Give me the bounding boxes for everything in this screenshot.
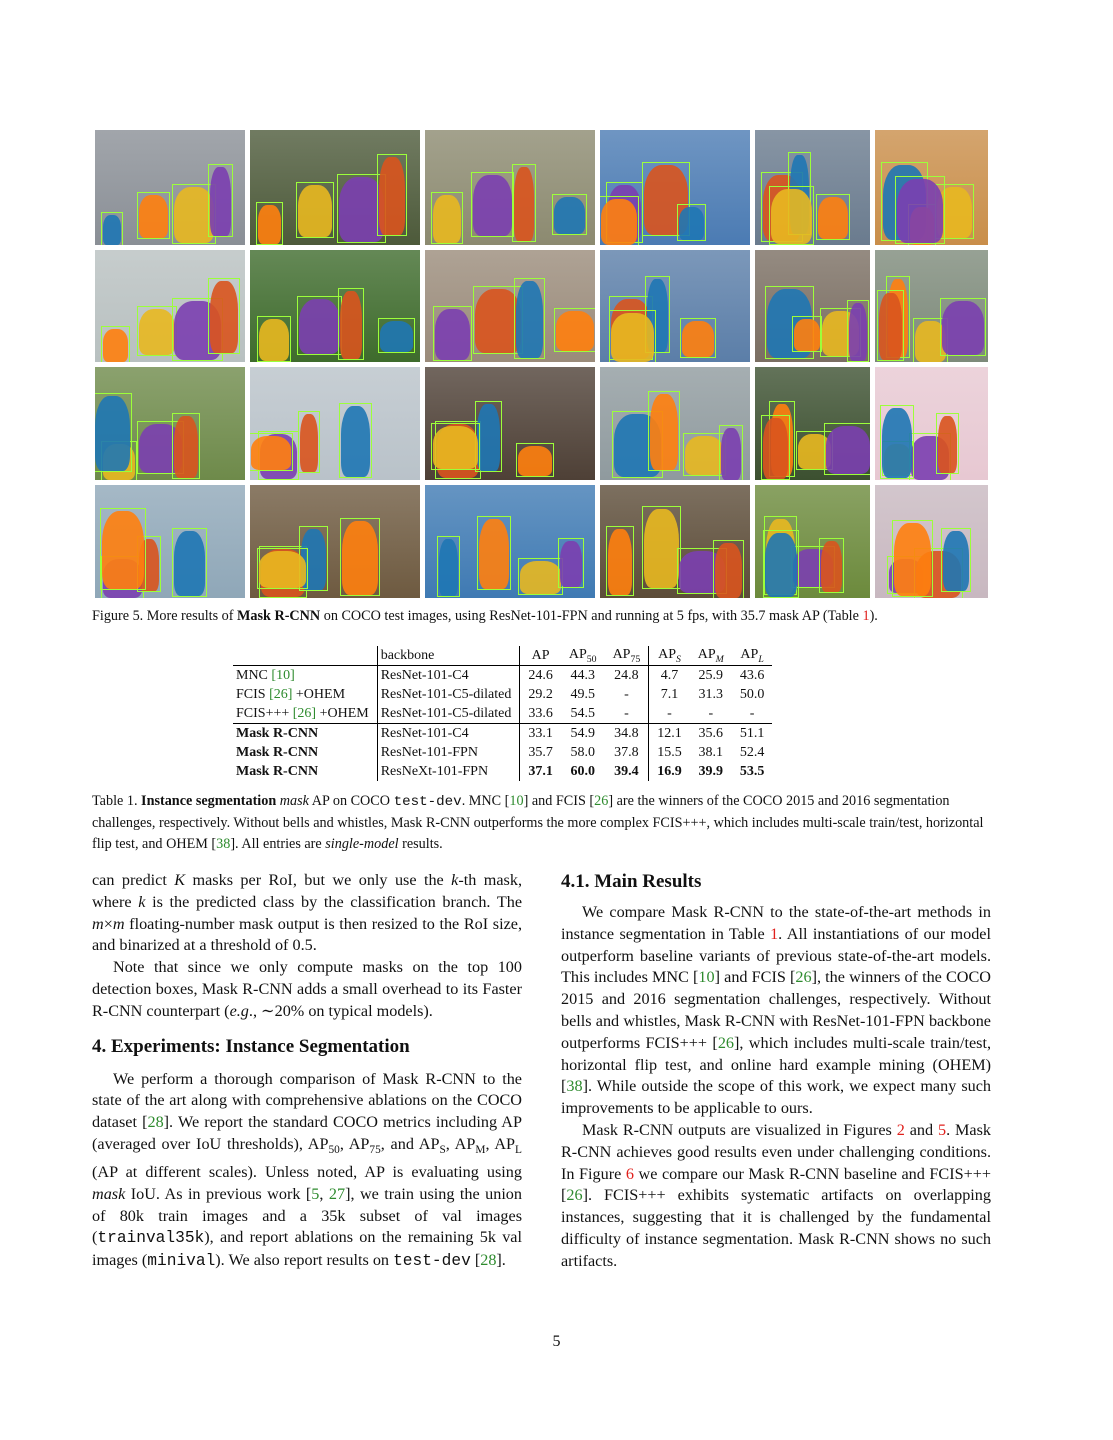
text-run: ], the winners of the COCO 2015 and 2016 segmentation challenges, respectively. Without bells and whistles, Mask R-CNN with ResNet-101-FPN backbone outperforms FCIS+++ [: [561, 968, 991, 1052]
value-cell: 52.4: [739, 744, 765, 760]
backbone-cell: ResNet-101-C4: [377, 724, 520, 744]
text-run: ]. While outside the scope of this work, we expect many such improvements to be applicable to ours.: [561, 1077, 991, 1118]
result-thumbnail: [95, 250, 245, 362]
bounding-box: [477, 516, 511, 590]
paragraph: [561, 1120, 991, 1273]
text-run: ×: [103, 914, 113, 933]
citation-link[interactable]: 5: [311, 1184, 320, 1203]
bounding-box: [297, 296, 342, 355]
value-cell: 43.6: [739, 667, 765, 683]
bounding-box: [137, 192, 170, 239]
bounding-box: [95, 393, 132, 472]
result-thumbnail: [95, 367, 245, 480]
result-thumbnail: [250, 367, 420, 480]
text-run: mask: [279, 793, 309, 809]
text-run: ].: [496, 1251, 506, 1270]
bounding-box: [208, 278, 240, 354]
text-run: We compare Mask R-CNN to the state-of-the-art methods in instance segmentation in Table: [561, 903, 991, 943]
value-cell: 37.8: [614, 744, 639, 760]
bounding-box: [256, 202, 283, 245]
text-run: m: [92, 914, 104, 933]
header-subscript: M: [715, 653, 724, 665]
text-run: We perform a thorough comparison of Mask R-CNN to the state of the art along with comprehensive ablations on the COCO dataset [: [92, 1069, 522, 1132]
bounding-box: [340, 518, 380, 596]
backbone-cell: ResNet-101-C5-dilated: [377, 704, 520, 724]
reference-link[interactable]: 1: [770, 924, 779, 943]
bounding-box: [431, 192, 463, 244]
text-run: test-dev: [393, 794, 462, 810]
citation-link[interactable]: 10: [698, 968, 715, 987]
text-run: k: [451, 871, 459, 889]
text-run: ] and FCIS [: [523, 793, 595, 809]
text-run: m: [112, 914, 125, 933]
result-thumbnail: [250, 250, 420, 362]
method-name: Mask R-CNN: [236, 725, 319, 741]
text-run: ,: [319, 1184, 329, 1203]
value-cell: 7.1: [649, 685, 690, 704]
column-header: [649, 646, 690, 666]
text-run: ] are the winners of the COCO 2015 and 2016 segmentation challenges, respectively. Without bells and whistles, Mask R-CNN outperforms the more complex FCIS+++, which includes multi-scale train/test, horizontal flip test, and OHEM [: [92, 793, 984, 852]
result-thumbnail: [755, 367, 870, 480]
citation-link[interactable]: 26: [795, 968, 812, 987]
bounding-box: [824, 423, 870, 475]
paragraph: [561, 902, 991, 1120]
left-column: [92, 870, 522, 1273]
text-run: can predict: [92, 871, 175, 889]
result-thumbnail: [250, 485, 420, 598]
column-header: [561, 646, 605, 666]
result-thumbnail: [95, 485, 245, 598]
results-table: [233, 646, 772, 781]
value-cell: 54.9: [561, 724, 605, 744]
value-cell: -: [708, 705, 714, 721]
text-run: , AP: [339, 1134, 370, 1153]
value-cell: -: [624, 686, 629, 702]
subscript: M: [475, 1144, 486, 1157]
section-heading: [561, 870, 991, 894]
bounding-box: [892, 520, 933, 597]
header-label: AP: [658, 646, 677, 662]
paragraph: [92, 957, 522, 1022]
column-header: [520, 646, 561, 666]
header-label: AP: [612, 646, 631, 662]
text-run: ]. We report the standard COCO metrics including AP (averaged over IoU thresholds), AP: [92, 1113, 522, 1153]
backbone-cell: ResNet-101-C5-dilated: [377, 685, 520, 704]
text-run: floating-number mask output is then resized to the RoI size, and binarized at a threshold of 0.5.: [92, 914, 522, 955]
value-cell: 16.9: [649, 762, 690, 781]
text-run: trainval35k: [97, 1229, 205, 1248]
text-run: 4. Experiments: Instance Segmentation: [92, 1035, 410, 1057]
text-run: we compare our Mask R-CNN baseline and FCIS+++ [: [561, 1164, 991, 1205]
value-cell: 54.5: [570, 705, 595, 721]
text-run: . MNC [: [461, 793, 510, 809]
bounding-box: [719, 425, 743, 480]
result-thumbnail: [755, 250, 870, 362]
text-run: ], we train using the union of 80k train images and a 35k subset of val images (: [92, 1184, 522, 1247]
result-thumbnail: [250, 130, 420, 245]
header-label: AP: [531, 647, 550, 663]
bounding-box: [431, 423, 480, 470]
citation-link[interactable]: 28: [147, 1113, 164, 1132]
bounding-box: [816, 194, 850, 240]
value-cell: 58.0: [570, 744, 595, 760]
backbone-cell: ResNet-101-C4: [377, 666, 520, 686]
bounding-box: [257, 548, 308, 589]
text-run: . All instantiations of our model outperform baseline variants of previous state-of-the-art models. This includes MNC [: [561, 924, 991, 987]
value-cell: 24.6: [520, 666, 561, 686]
text-run: , and AP: [380, 1134, 440, 1153]
text-run: k: [138, 892, 146, 911]
result-thumbnail: [600, 250, 750, 362]
result-thumbnail: [755, 485, 870, 598]
bounding-box: [172, 528, 207, 597]
right-column: [561, 870, 991, 1273]
bounding-box: [847, 300, 869, 362]
citation-link[interactable]: [10]: [271, 667, 295, 683]
figure-5-image-grid: [95, 130, 988, 598]
bounding-box: [514, 278, 545, 359]
text-run: (AP at different scales). Unless noted, AP is evaluating using: [92, 1163, 522, 1181]
method-name: Mask R-CNN: [236, 763, 319, 779]
bounding-box: [940, 298, 986, 356]
bounding-box: [250, 433, 293, 471]
result-thumbnail: [425, 367, 595, 480]
method-cell: [233, 724, 377, 744]
bounding-box: [101, 212, 123, 245]
value-cell: 12.1: [649, 724, 690, 744]
value-cell: 25.9: [698, 667, 724, 683]
result-thumbnail: [600, 130, 750, 245]
bounding-box: [558, 538, 584, 588]
table-row: [233, 685, 772, 704]
table-row: [233, 762, 772, 781]
value-cell: -: [749, 705, 755, 721]
text-run: Figure 5. More results of: [92, 608, 238, 624]
reference-link[interactable]: 1: [862, 608, 870, 624]
subscript: L: [515, 1144, 522, 1157]
bounding-box: [936, 413, 959, 474]
bounding-box: [298, 411, 320, 473]
column-header: [732, 646, 773, 666]
header-label: AP: [740, 646, 759, 662]
bounding-box: [680, 318, 716, 358]
bounding-box: [761, 415, 790, 480]
text-run: masks per RoI, but we only use the: [185, 871, 452, 889]
header-label: AP: [568, 646, 587, 662]
value-cell: 34.8: [605, 724, 649, 744]
method-cell: [233, 704, 377, 724]
paragraph: [92, 1069, 522, 1273]
value-cell: 35.7: [520, 743, 561, 762]
bounding-box: [606, 526, 634, 596]
header-subscript: 75: [630, 653, 641, 665]
value-cell: 33.1: [520, 724, 561, 744]
text-run: and: [904, 1120, 938, 1139]
method-cell: [233, 762, 377, 781]
bounding-box: [100, 508, 146, 590]
bounding-box: [819, 538, 844, 593]
text-run: ., ∼20% on typical models).: [248, 1001, 433, 1020]
value-cell: 38.1: [698, 744, 724, 760]
text-run: test-dev: [393, 1252, 471, 1271]
method-cell: [233, 685, 377, 704]
method-name: Mask R-CNN: [236, 744, 319, 760]
bounding-box: [648, 391, 680, 471]
result-thumbnail: [600, 485, 750, 598]
text-run: ).: [869, 608, 878, 624]
text-run: e.g: [229, 1001, 249, 1020]
result-thumbnail: [600, 367, 750, 480]
column-header: [690, 646, 732, 666]
bounding-box: [437, 536, 460, 597]
table-row: [233, 704, 772, 724]
method-suffix: +OHEM: [319, 705, 369, 721]
column-header: [233, 646, 377, 666]
method-suffix: +OHEM: [295, 686, 346, 702]
text-run: IoU. As in previous work [: [125, 1184, 312, 1203]
header-subscript: S: [676, 653, 681, 665]
text-run: ), and report ablations on the remaining 5k val images (: [92, 1228, 522, 1270]
citation-link[interactable]: 38: [566, 1077, 583, 1096]
subscript: 50: [328, 1144, 340, 1157]
section-heading: [92, 1035, 522, 1059]
text-run: -th mask, where: [92, 871, 522, 911]
result-thumbnail: [875, 367, 988, 480]
paragraph: [92, 870, 522, 957]
reference-link[interactable]: 6: [625, 1164, 634, 1183]
bounding-box: [137, 306, 177, 356]
method-name: FCIS: [236, 686, 266, 702]
value-cell: 37.1: [520, 762, 561, 781]
bounding-box: [792, 316, 822, 352]
method-cell: [233, 743, 377, 762]
result-thumbnail: [875, 485, 988, 598]
value-cell: 39.4: [614, 763, 639, 779]
value-cell: 35.6: [690, 724, 732, 744]
text-run: Mask R-CNN outputs are visualized in Figures: [582, 1120, 897, 1139]
bounding-box: [339, 403, 372, 478]
value-cell: 33.6: [520, 704, 561, 724]
bounding-box: [895, 176, 945, 244]
value-cell: 50.0: [739, 686, 765, 702]
bounding-box: [377, 154, 407, 236]
table-row: [233, 743, 772, 762]
text-run: Instance segmentation: [141, 793, 277, 809]
reference-link[interactable]: 5: [938, 1120, 947, 1139]
text-run: . Mask R-CNN achieves good results even under challenging conditions. In Figure: [561, 1120, 991, 1183]
bounding-box: [552, 194, 587, 235]
result-thumbnail: [425, 130, 595, 245]
bounding-box: [433, 306, 472, 361]
value-cell: 4.7: [649, 666, 690, 686]
citation-link[interactable]: 38: [216, 836, 231, 852]
value-cell: 53.5: [739, 763, 765, 779]
bounding-box: [600, 196, 639, 245]
bounding-box: [378, 318, 415, 353]
result-thumbnail: [875, 130, 988, 245]
table-row: [233, 666, 772, 686]
text-run: K: [174, 871, 186, 889]
text-run: ]. All entries are: [230, 836, 326, 852]
bounding-box: [172, 413, 200, 479]
bounding-box: [101, 326, 130, 362]
text-run: 4.1. Main Results: [561, 871, 702, 892]
text-run: minival: [147, 1252, 216, 1271]
bounding-box: [880, 405, 914, 479]
bounding-box: [609, 310, 656, 362]
text-run: mask: [92, 1184, 126, 1203]
value-cell: -: [624, 705, 629, 721]
method-cell: [233, 666, 377, 686]
text-run: Note that since we only compute masks on the top 100 detection boxes, Mask R-CNN adds a small overhead to its Faster R-CNN counterpart (: [92, 958, 522, 1020]
result-thumbnail: [95, 130, 245, 245]
citation-link[interactable]: 26: [566, 1186, 583, 1205]
value-cell: 31.3: [698, 686, 724, 702]
text-run: , AP: [445, 1134, 476, 1153]
bounding-box: [471, 172, 514, 237]
value-cell: 60.0: [570, 763, 595, 779]
bounding-box: [208, 164, 233, 237]
citation-link[interactable]: 10: [509, 793, 524, 809]
backbone-cell: ResNeXt-101-FPN: [377, 762, 520, 781]
header-label: AP: [697, 646, 716, 662]
text-run: AP on COCO: [308, 793, 394, 809]
value-cell: 44.3: [570, 667, 595, 683]
reference-link[interactable]: 2: [896, 1120, 905, 1139]
text-run: ). We also report results on: [215, 1251, 394, 1270]
table-caption: [92, 791, 997, 855]
value-cell: 49.5: [570, 686, 595, 702]
bounding-box: [877, 290, 904, 361]
column-header: [377, 646, 520, 666]
value-cell: 15.5: [649, 743, 690, 762]
value-cell: 24.8: [614, 667, 639, 683]
citation-link[interactable]: 26: [594, 793, 609, 809]
column-header: [605, 646, 649, 666]
method-name: MNC: [236, 667, 268, 683]
subscript: S: [439, 1144, 446, 1157]
bounding-box: [338, 288, 364, 360]
bounding-box: [257, 316, 291, 362]
table-row: [233, 724, 772, 744]
citation-link[interactable]: [26]: [292, 705, 317, 721]
text-run: , AP: [485, 1134, 516, 1153]
bounding-box: [763, 530, 799, 598]
subscript: 75: [369, 1144, 381, 1157]
table-header-row: [233, 646, 772, 666]
result-thumbnail: [755, 130, 870, 245]
header-subscript: L: [758, 653, 764, 665]
text-run: on COCO test images, using ResNet-101-FPN and running at 5 fps, with 35.7 mask AP (Table: [320, 608, 863, 624]
value-cell: 29.2: [520, 685, 561, 704]
backbone-cell: ResNet-101-FPN: [377, 743, 520, 762]
result-thumbnail: [425, 250, 595, 362]
method-name: FCIS+++: [236, 705, 290, 721]
text-run: single-model: [325, 836, 399, 852]
bounding-box: [642, 506, 681, 589]
bounding-box: [941, 528, 971, 592]
citation-link[interactable]: [26]: [269, 686, 293, 702]
result-thumbnail: [875, 250, 988, 362]
result-thumbnail: [425, 485, 595, 598]
bounding-box: [516, 443, 554, 477]
value-cell: 39.9: [698, 763, 724, 779]
value-cell: -: [649, 704, 690, 724]
text-run: results.: [398, 836, 443, 852]
citation-link[interactable]: 27: [328, 1184, 346, 1203]
text-run: Mask R-CNN: [237, 608, 321, 624]
bounding-box: [296, 182, 334, 238]
bounding-box: [512, 164, 536, 242]
bounding-box: [518, 558, 563, 595]
text-run: is the predicted class by the classification branch. The: [145, 892, 522, 911]
text-run: ], which includes multi-scale train/test, horizontal flip test, and online hard example mining (OHEM) [: [561, 1033, 991, 1096]
citation-link[interactable]: 28: [480, 1251, 497, 1270]
header-label: backbone: [380, 647, 435, 663]
text-run: ] and FCIS [: [714, 968, 796, 987]
header-subscript: 50: [586, 653, 597, 665]
bounding-box: [769, 186, 814, 245]
bounding-box: [713, 540, 744, 598]
text-run: [: [470, 1251, 481, 1270]
page-number: 5: [552, 1333, 561, 1350]
citation-link[interactable]: 26: [717, 1033, 734, 1052]
bounding-box: [677, 204, 706, 241]
value-cell: 51.1: [732, 724, 773, 744]
bounding-box: [554, 308, 595, 352]
text-run: ]. FCIS+++ exhibits systematic artifacts on overlapping instances, suggesting that it is challenged by the fundamental difficulty of instance segmentation. Mask R-CNN shows no such artifacts.: [561, 1186, 991, 1270]
figure-caption: [92, 608, 1002, 625]
text-run: Table 1.: [92, 793, 142, 809]
